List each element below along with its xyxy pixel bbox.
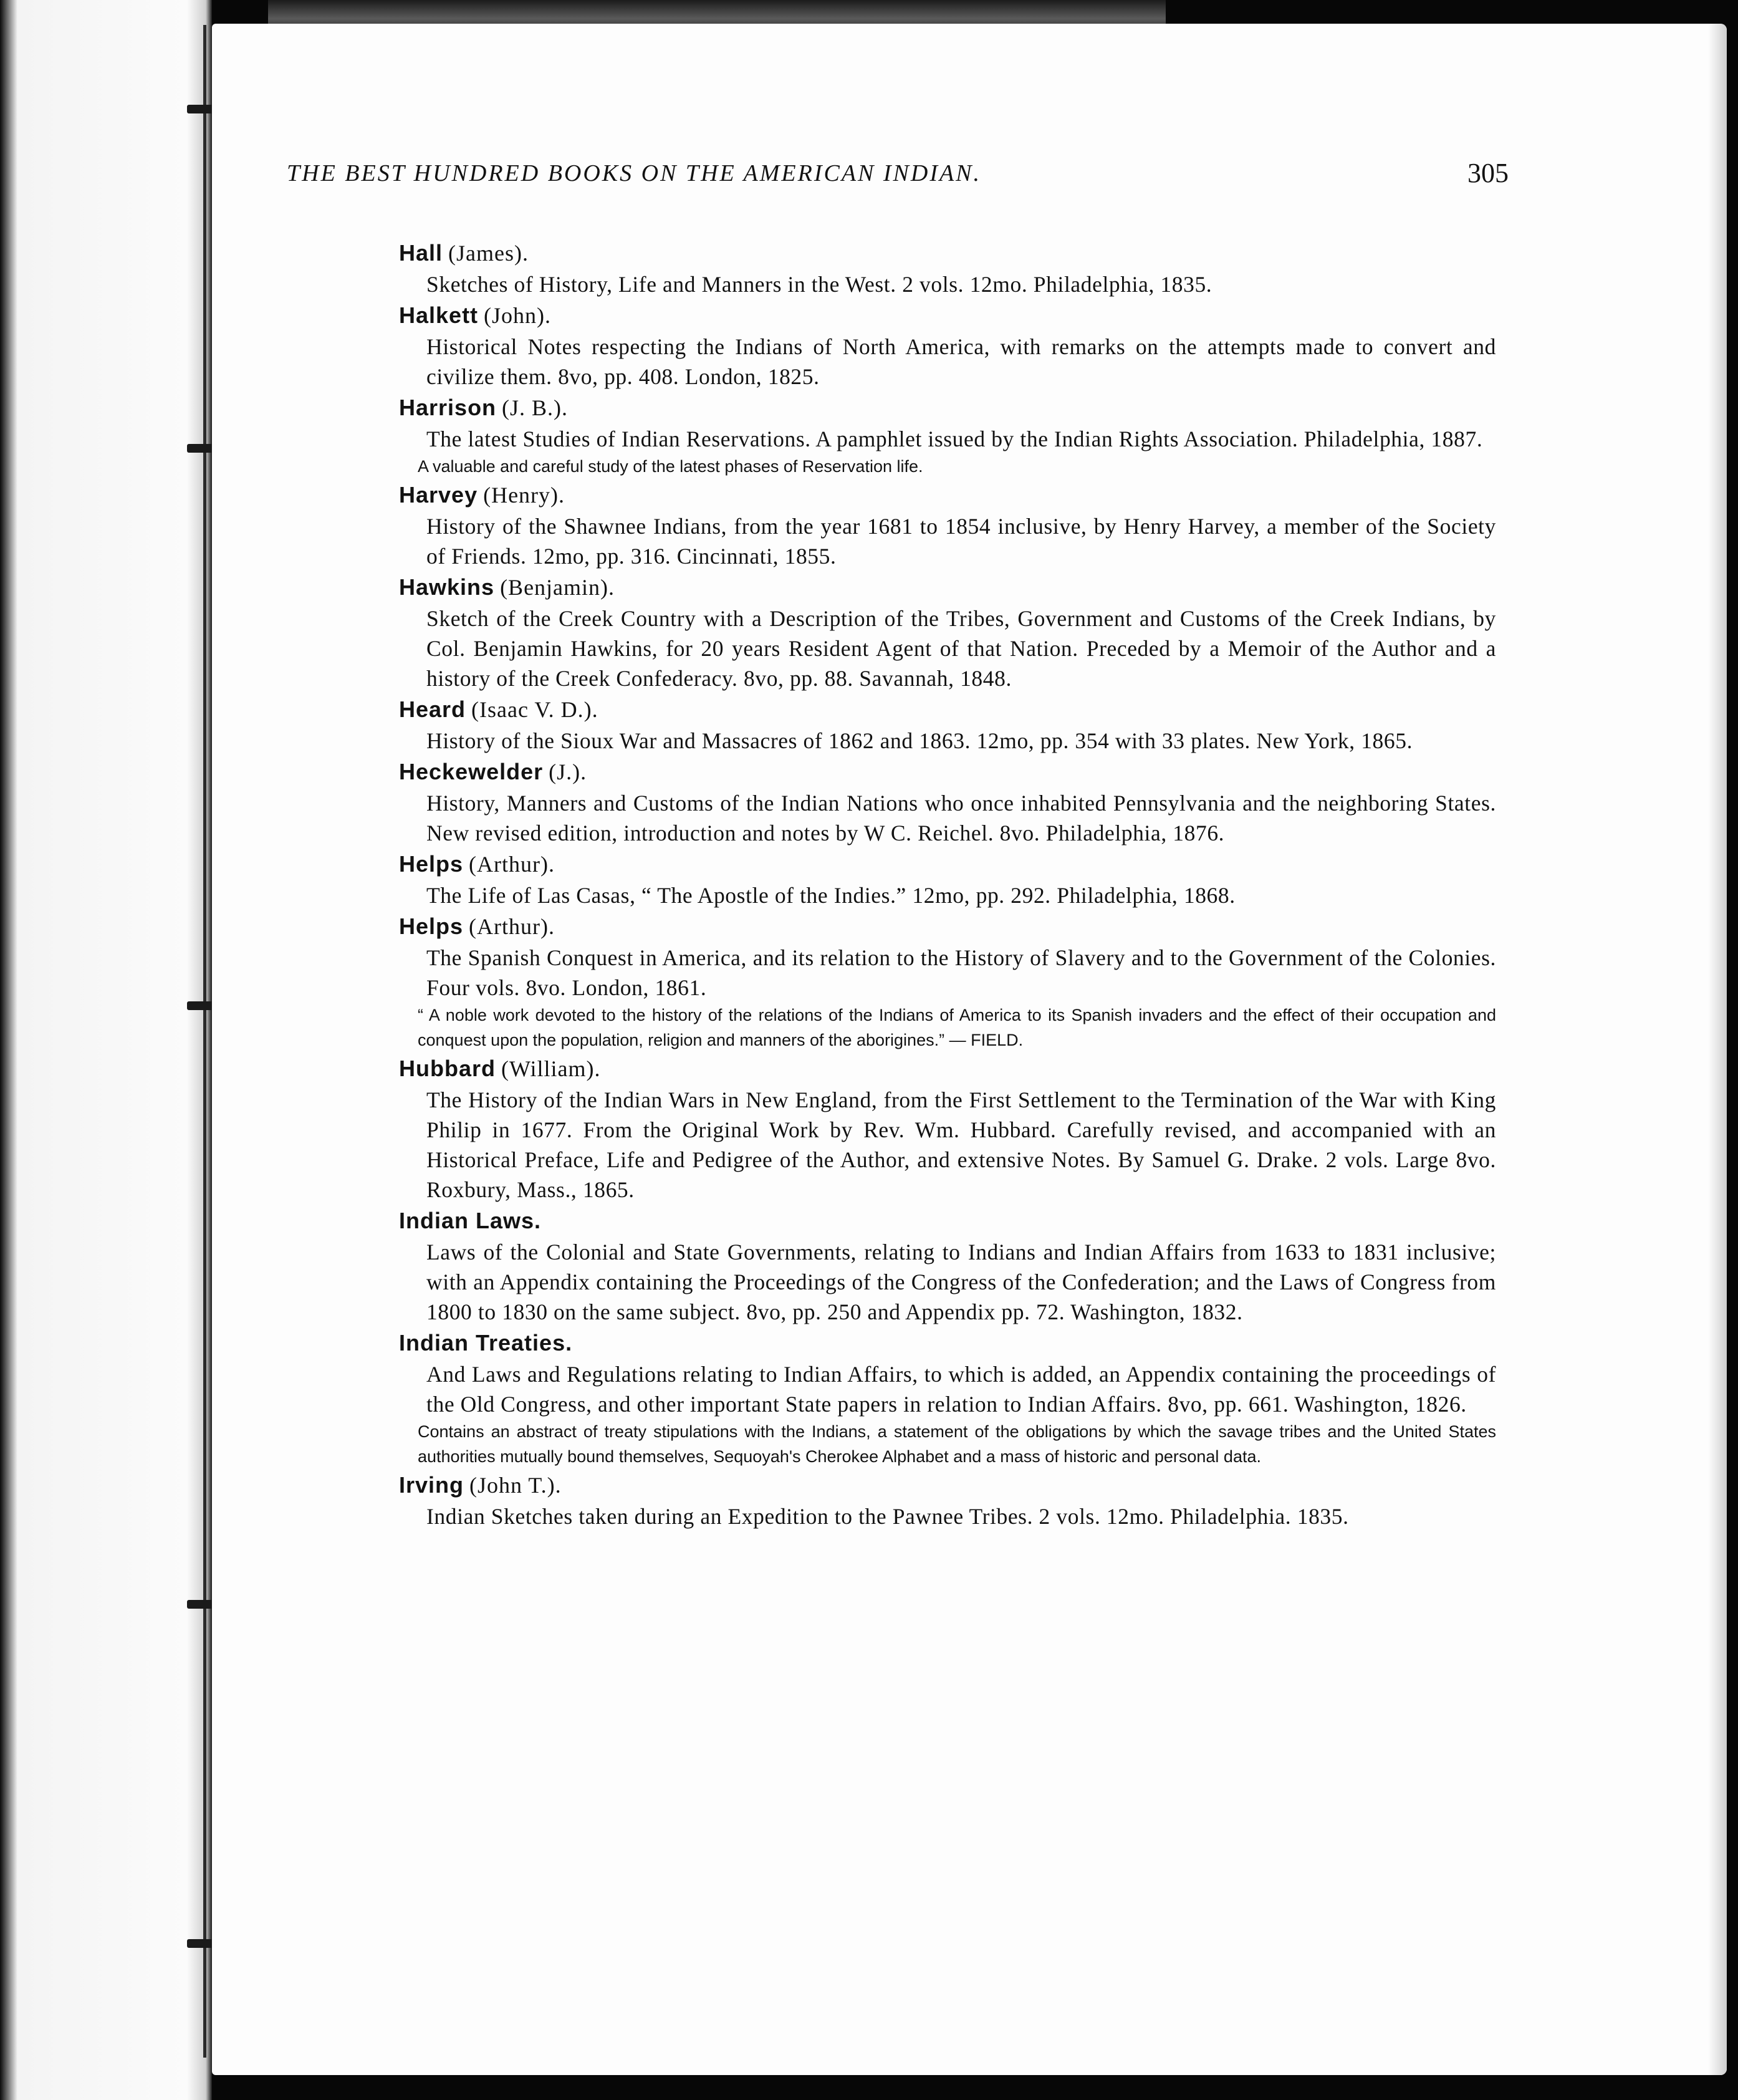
entry-heckewelder: [399, 756, 1496, 848]
entry-heading: [399, 756, 1496, 788]
author-given-name: (Isaac V. D.).: [471, 697, 598, 722]
running-title: THE BEST HUNDRED BOOKS ON THE AMERICAN INDIAN.: [287, 160, 982, 186]
entry-description: And Laws and Regulations relating to Indian Affairs, to which is added, an Appendix containing the proceedings of the Old Congress, and other important State papers in relation to Indian Affairs. 8vo, pp. 661. Washington, 1826.: [426, 1362, 1496, 1417]
entry-description: The latest Studies of Indian Reservations. A pamphlet issued by the Indian Rights Association. Philadelphia, 1887.: [426, 426, 1483, 451]
entry-description: History, Manners and Customs of the Indian Nations who once inhabited Pennsylvania and the neighboring States. New revised edition, introduction and notes by W C. Reichel. 8vo. Philadelphia, 1876.: [426, 791, 1496, 845]
bibliography-list: [399, 237, 1496, 1531]
entry-description: History of the Shawnee Indians, from the year 1681 to 1854 inclusive, by Henry Harvey, a member of the Society of Friends. 12mo, pp. 316. Cincinnati, 1855.: [426, 514, 1496, 569]
entry-heading: [399, 1052, 1496, 1085]
entry-halkett: [399, 299, 1496, 392]
entry-note: Contains an abstract of treaty stipulations with the Indians, a statement of the obligations by which the savage tribes and the United States authorities mutually bound themselves, Sequoyah's Cherokee Alphabet and a mass of historic and personal data.: [418, 1422, 1496, 1466]
entry-heading: [399, 1327, 1496, 1359]
entry-heading: [399, 479, 1496, 511]
entry-heard: [399, 693, 1496, 756]
author-given-name: (James).: [448, 241, 529, 266]
entry-heading: [399, 693, 1496, 726]
author-name: Hall: [399, 240, 443, 266]
book-page-edges: [0, 0, 212, 2100]
entry-heading: [399, 1205, 1496, 1237]
author-name: Indian Laws.: [399, 1208, 542, 1233]
entry-description: Laws of the Colonial and State Governments, relating to Indians and Indian Affairs from 1633 to 1831 inclusive; with an Appendix containing the Proceedings of the Congress of the Confederation; and the Laws of Congress from 1800 to 1830 on the same subject. 8vo, pp. 250 and Appendix pp. 72. Washington, 1832.: [426, 1240, 1496, 1324]
page-curl-shadow: [1708, 24, 1727, 2075]
entry-hawkins: [399, 571, 1496, 693]
author-name: Hawkins: [399, 574, 495, 600]
entry-helps-spanish-conquest: [399, 910, 1496, 1052]
author-given-name: (Benjamin).: [500, 575, 615, 600]
entry-description: The Spanish Conquest in America, and its relation to the History of Slavery and to the Government of the Colonies. Four vols. 8vo. London, 1861.: [426, 945, 1496, 1000]
entry-heading: [399, 237, 1496, 269]
entry-description: Sketch of the Creek Country with a Description of the Tribes, Government and Customs of the Creek Indians, by Col. Benjamin Hawkins, for 20 years Resident Agent of that Nation. Preceded by a Memoir of the Author and a history of the Creek Confederacy. 8vo, pp. 88. Savannah, 1848.: [426, 606, 1496, 691]
page-header: [287, 142, 1509, 192]
entry-hall: [399, 237, 1496, 299]
author-name: Heard: [399, 696, 466, 722]
author-given-name: (J.).: [549, 759, 587, 784]
entry-description: Indian Sketches taken during an Expedition to the Pawnee Tribes. 2 vols. 12mo. Philadelphia. 1835.: [426, 1504, 1349, 1529]
entry-description: History of the Sioux War and Massacres of 1862 and 1863. 12mo, pp. 354 with 33 plates. New York, 1865.: [426, 728, 1413, 753]
author-given-name: (J. B.).: [502, 395, 569, 420]
author-name: Irving: [399, 1472, 464, 1498]
entry-harvey: [399, 479, 1496, 571]
author-name: Indian Treaties.: [399, 1330, 573, 1356]
entry-heading: [399, 1469, 1496, 1501]
page-number: 305: [1467, 158, 1509, 188]
author-given-name: (Arthur).: [469, 852, 555, 877]
author-name: Helps: [399, 851, 464, 877]
entry-note: A valuable and careful study of the latest phases of Reservation life.: [418, 457, 923, 476]
author-name: Heckewelder: [399, 759, 544, 784]
entry-heading: [399, 910, 1496, 943]
entry-note: “ A noble work devoted to the history of the relations of the Indians of America to its Spanish invaders and the effect of their occupation and conquest upon the population, religion and manners of the aborigines.” — FIELD.: [418, 1006, 1496, 1049]
entry-harrison: [399, 392, 1496, 479]
entry-heading: [399, 299, 1496, 332]
entry-hubbard: [399, 1052, 1496, 1205]
entry-irving: [399, 1469, 1496, 1531]
author-given-name: (John T.).: [469, 1473, 562, 1498]
entry-description: The History of the Indian Wars in New England, from the First Settlement to the Termination of the War with King Philip in 1677. From the Original Work by Rev. Wm. Hubbard. Carefully revised, and accompanied with an Historical Preface, Life and Pedigree of the Author, and extensive Notes. By Samuel G. Drake. 2 vols. Large 8vo. Roxbury, Mass., 1865.: [426, 1087, 1496, 1202]
author-name: Halkett: [399, 302, 479, 328]
author-given-name: (John).: [484, 303, 552, 328]
entry-heading: [399, 571, 1496, 604]
entry-indian-treaties: [399, 1327, 1496, 1469]
author-given-name: (William).: [501, 1056, 601, 1081]
author-given-name: (Henry).: [483, 483, 565, 508]
entry-description: Sketches of History, Life and Manners in the West. 2 vols. 12mo. Philadelphia, 1835.: [426, 272, 1212, 297]
binding-gutter: [203, 25, 206, 2058]
entry-helps-las-casas: [399, 848, 1496, 910]
author-name: Helps: [399, 913, 464, 939]
entry-heading: [399, 848, 1496, 880]
author-name: Harrison: [399, 395, 497, 420]
entry-description: The Life of Las Casas, “ The Apostle of the Indies.” 12mo, pp. 292. Philadelphia, 1868.: [426, 883, 1236, 908]
entry-description: Historical Notes respecting the Indians of North America, with remarks on the attempts made to convert and civilize them. 8vo, pp. 408. London, 1825.: [426, 334, 1496, 389]
author-given-name: (Arthur).: [469, 914, 555, 939]
entry-indian-laws: [399, 1205, 1496, 1327]
entry-heading: [399, 392, 1496, 424]
author-name: Hubbard: [399, 1056, 496, 1081]
author-name: Harvey: [399, 482, 478, 508]
